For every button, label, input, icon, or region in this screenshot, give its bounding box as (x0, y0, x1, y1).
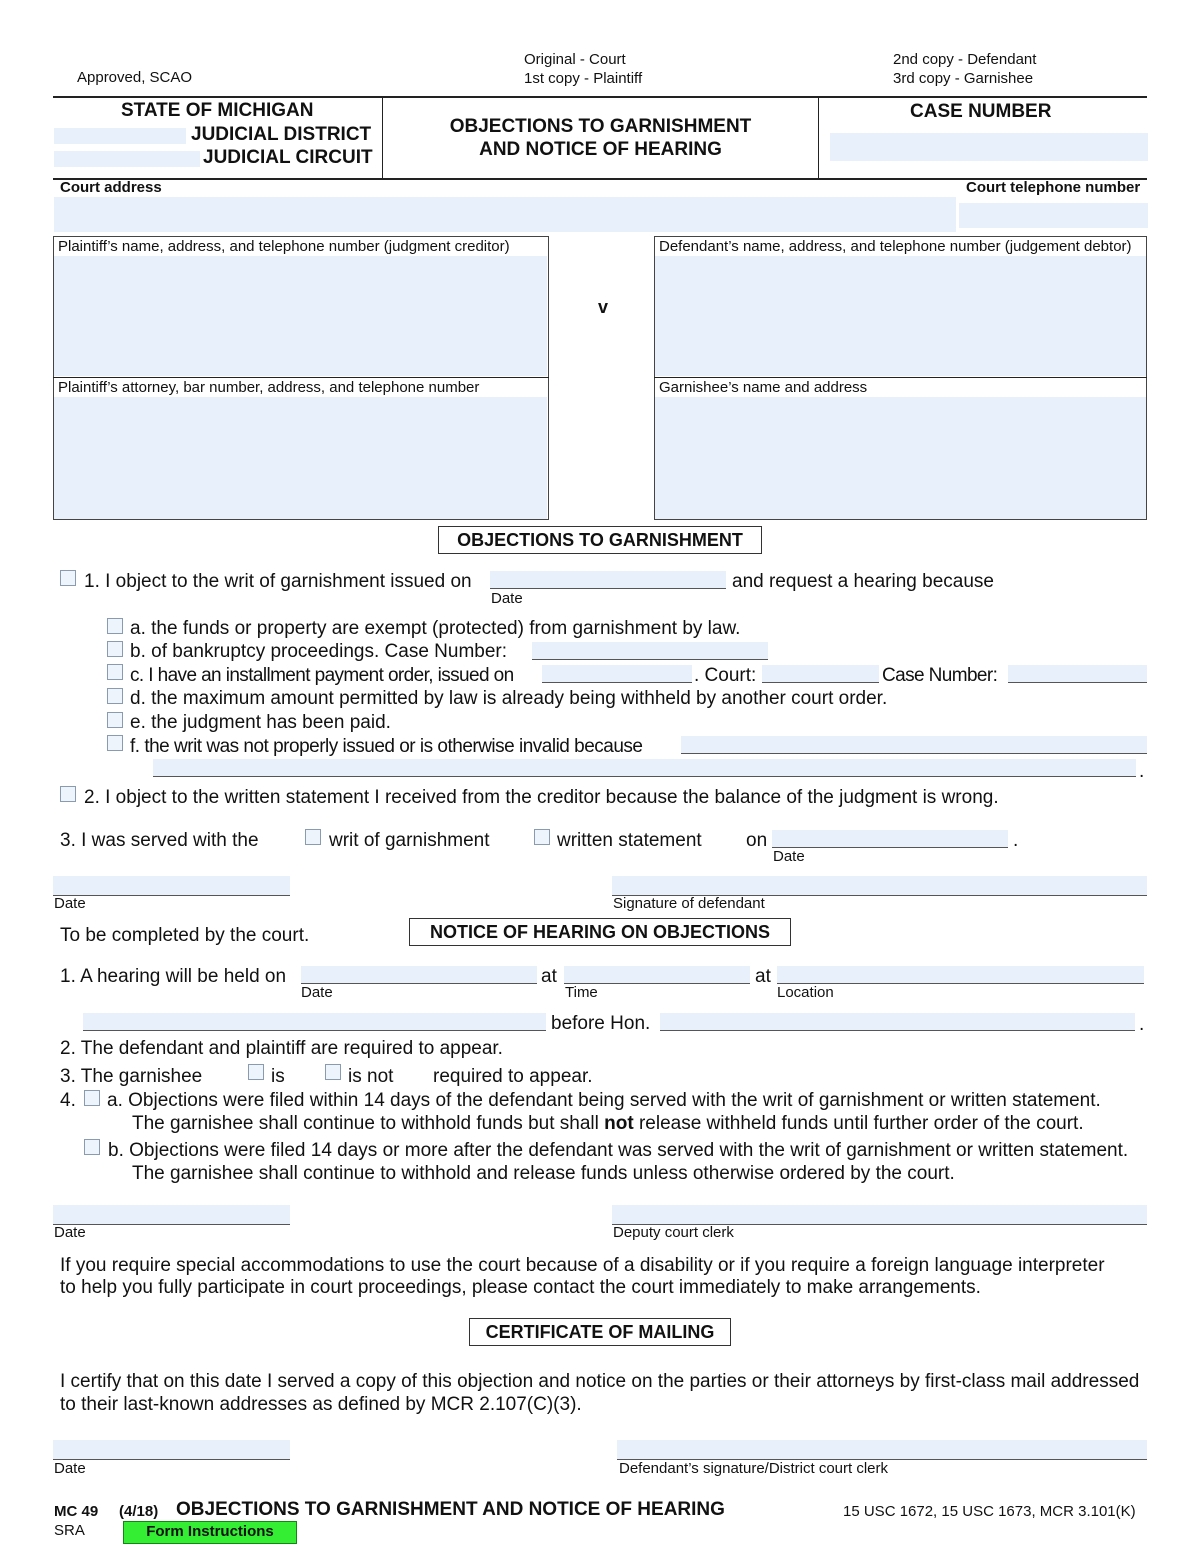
attorney-field[interactable] (54, 397, 547, 519)
item1b-text: b. of bankruptcy proceedings. Case Number: (130, 641, 508, 662)
item1f-reason-field[interactable] (681, 736, 1147, 754)
item1-checkbox[interactable] (60, 570, 76, 586)
circuit-field[interactable] (54, 151, 200, 167)
judge-period: . (1139, 1014, 1145, 1035)
defendant-sign-date-label: Date (54, 895, 86, 912)
certificate-date-label: Date (54, 1460, 86, 1477)
item1e-checkbox[interactable] (107, 712, 123, 728)
before-hon-label: before Hon. (551, 1013, 651, 1034)
plaintiff-field[interactable] (54, 256, 547, 376)
clerk-signature-label: Deputy court clerk (613, 1224, 734, 1241)
defendant-label: Defendant’s name, address, and telephone number (judgement debtor) (659, 238, 1132, 255)
court-address-label: Court address (60, 179, 162, 196)
item1c-date-field[interactable] (542, 665, 692, 683)
item3-writ-checkbox[interactable] (305, 829, 321, 845)
court-completion-note: To be completed by the court. (60, 925, 310, 946)
garnishee-label: Garnishee’s name and address (659, 379, 868, 396)
item4b-checkbox[interactable] (84, 1139, 100, 1155)
item1d-text: d. the maximum amount permitted by law is already being withheld by another court order. (130, 688, 888, 709)
item3-period: . (1013, 830, 1019, 851)
district-label: JUDICIAL DISTRICT (191, 124, 372, 145)
form-title (383, 115, 818, 161)
notice-heading: NOTICE OF HEARING ON OBJECTIONS (409, 918, 791, 946)
form-revision: (4/18) (119, 1503, 159, 1520)
hearing-location-label: Location (777, 984, 834, 1001)
hearing-time-field[interactable] (564, 966, 750, 984)
district-field[interactable] (54, 128, 186, 144)
copy-1st-label: 1st copy - Plaintiff (524, 70, 643, 87)
item1c-case-label: Case Number: (882, 665, 998, 686)
approved-label: Approved, SCAO (77, 69, 193, 86)
clerk-date-label: Date (54, 1224, 86, 1241)
garnishee-isnot-label: is not (348, 1066, 394, 1087)
certificate-line1: I certify that on this date I served a copy of this objection and notice on the parties or their attorneys by first-class mail addressed (60, 1371, 1140, 1392)
clerk-signature-field[interactable] (612, 1205, 1147, 1225)
item4a-line2-pre: The garnishee shall continue to withhold funds but shall (132, 1113, 605, 1134)
form-title-line2: AND NOTICE OF HEARING (479, 139, 722, 160)
certificate-signature-label: Defendant’s signature/District court clerk (619, 1460, 889, 1477)
item1-date-field[interactable] (490, 571, 726, 589)
form-title-line1: OBJECTIONS TO GARNISHMENT (449, 116, 752, 137)
item1c-case-field[interactable] (1008, 665, 1147, 683)
copy-3rd-label: 3rd copy - Garnishee (893, 70, 1034, 87)
footer-citations: 15 USC 1672, 15 USC 1673, MCR 3.101(K) (843, 1503, 1136, 1520)
item1b-checkbox[interactable] (107, 641, 123, 657)
caption-divider-right (818, 97, 819, 179)
garnishee-isnot-checkbox[interactable] (325, 1064, 341, 1080)
court-phone-label: Court telephone number (966, 179, 1141, 196)
defendant-sign-date-field[interactable] (53, 876, 290, 896)
item1f-reason-field-2[interactable] (153, 759, 1136, 777)
item4a-checkbox[interactable] (84, 1090, 100, 1106)
sra-label: SRA (54, 1522, 85, 1539)
hearing-prefix: 1. A hearing will be held on (60, 966, 287, 987)
defendant-signature-label: Signature of defendant (613, 895, 765, 912)
court-address-field[interactable] (54, 197, 956, 232)
notice-item4-num: 4. (60, 1090, 76, 1111)
item1e-text: e. the judgment has been paid. (130, 712, 391, 733)
defendant-field[interactable] (655, 256, 1146, 376)
footer-form-title: OBJECTIONS TO GARNISHMENT AND NOTICE OF HEARING (176, 1499, 725, 1520)
item1c-prefix: c. I have an installment payment order, issued on (130, 665, 514, 686)
garnishee-is-checkbox[interactable] (248, 1064, 264, 1080)
item3-prefix: 3. I was served with the (60, 830, 259, 851)
item3-date-label: Date (773, 848, 805, 865)
item1b-case-number-field[interactable] (532, 642, 768, 660)
certificate-date-field[interactable] (53, 1440, 290, 1460)
item4a-line1: a. Objections were filed within 14 days of the defendant being served with the writ of garnishment or written statement. (107, 1090, 1101, 1111)
item1a-checkbox[interactable] (107, 618, 123, 634)
defendant-divider (654, 377, 1147, 378)
item1-suffix: and request a hearing because (732, 571, 994, 592)
plaintiff-divider (53, 377, 549, 378)
item1f-text: f. the writ was not properly issued or is otherwise invalid because (130, 736, 643, 757)
plaintiff-label: Plaintiff’s name, address, and telephone number (judgment creditor) (58, 238, 510, 255)
certificate-line2: to their last-known addresses as defined by MCR 2.107(C)(3). (60, 1394, 582, 1415)
item1c-court-field[interactable] (762, 665, 879, 683)
case-number-label: CASE NUMBER (910, 101, 1052, 122)
court-phone-field[interactable] (959, 203, 1148, 228)
accommodations-line2: to help you fully participate in court proceedings, please contact the court immediately to make arrangements. (60, 1277, 981, 1298)
form-id: MC 49 (54, 1503, 99, 1520)
attorney-label: Plaintiff’s attorney, bar number, address, and telephone number (58, 379, 480, 396)
notice-item3-suffix: required to appear. (433, 1066, 593, 1087)
garnishee-is-label: is (271, 1066, 285, 1087)
item1-date-label: Date (491, 590, 523, 607)
hearing-at-label-2: at (755, 966, 771, 987)
copy-original-label: Original - Court (524, 51, 626, 68)
item1-prefix: 1. I object to the writ of garnishment issued on (84, 571, 472, 592)
item1a-text: a. the funds or property are exempt (protected) from garnishment by law. (130, 618, 741, 639)
item1f-checkbox[interactable] (107, 735, 123, 751)
defendant-signature-field[interactable] (612, 876, 1147, 896)
hearing-location-field[interactable] (777, 966, 1144, 984)
notice-item3-prefix: 3. The garnishee (60, 1066, 203, 1087)
item3-writ-label: writ of garnishment (329, 830, 490, 851)
hearing-date-label: Date (301, 984, 333, 1001)
judge-name-field[interactable] (660, 1013, 1135, 1031)
item4a-line2 (132, 1113, 1084, 1135)
form-instructions-button[interactable]: Form Instructions (123, 1521, 297, 1544)
objections-heading: OBJECTIONS TO GARNISHMENT (438, 526, 762, 554)
hearing-time-label: Time (565, 984, 598, 1001)
item4b-line2: The garnishee shall continue to withhold and release funds unless otherwise ordered by the court. (132, 1163, 955, 1184)
item3-statement-checkbox[interactable] (534, 829, 550, 845)
item3-on-label: on (746, 830, 768, 851)
circuit-label: JUDICIAL CIRCUIT (203, 147, 373, 168)
versus-label: v (598, 297, 609, 317)
accommodations-line1: If you require special accommodations to use the court because of a disability or if you require a foreign language interpreter (60, 1255, 1105, 1276)
item1f-period: . (1139, 761, 1145, 782)
item1d-checkbox[interactable] (107, 688, 123, 704)
clerk-date-field[interactable] (53, 1205, 290, 1225)
case-number-field[interactable] (830, 133, 1148, 161)
item4b-line1: b. Objections were filed 14 days or more after the defendant was served with the writ of garnishment or written statement. (108, 1140, 1129, 1161)
item2-text: 2. I object to the written statement I received from the creditor because the balance of the judgment is wrong. (84, 787, 999, 808)
hearing-location-field-2[interactable] (83, 1013, 546, 1031)
item4a-line2-post: release withheld funds until further order of the court. (633, 1113, 1084, 1134)
caption-top-rule (53, 96, 1147, 98)
item3-date-field[interactable] (772, 830, 1008, 848)
hearing-date-field[interactable] (301, 966, 537, 984)
certificate-signature-field[interactable] (617, 1440, 1147, 1460)
item3-statement-label: written statement (557, 830, 702, 851)
item1c-checkbox[interactable] (107, 664, 123, 680)
notice-item2: 2. The defendant and plaintiff are required to appear. (60, 1038, 503, 1059)
copy-2nd-label: 2nd copy - Defendant (893, 51, 1037, 68)
hearing-at-label-1: at (541, 966, 557, 987)
certificate-heading: CERTIFICATE OF MAILING (469, 1318, 731, 1346)
garnishee-field[interactable] (655, 397, 1146, 519)
item2-checkbox[interactable] (60, 786, 76, 802)
state-label: STATE OF MICHIGAN (121, 100, 314, 121)
item4a-line2-not: not (604, 1113, 634, 1134)
item1c-court-label: . Court: (694, 665, 757, 686)
